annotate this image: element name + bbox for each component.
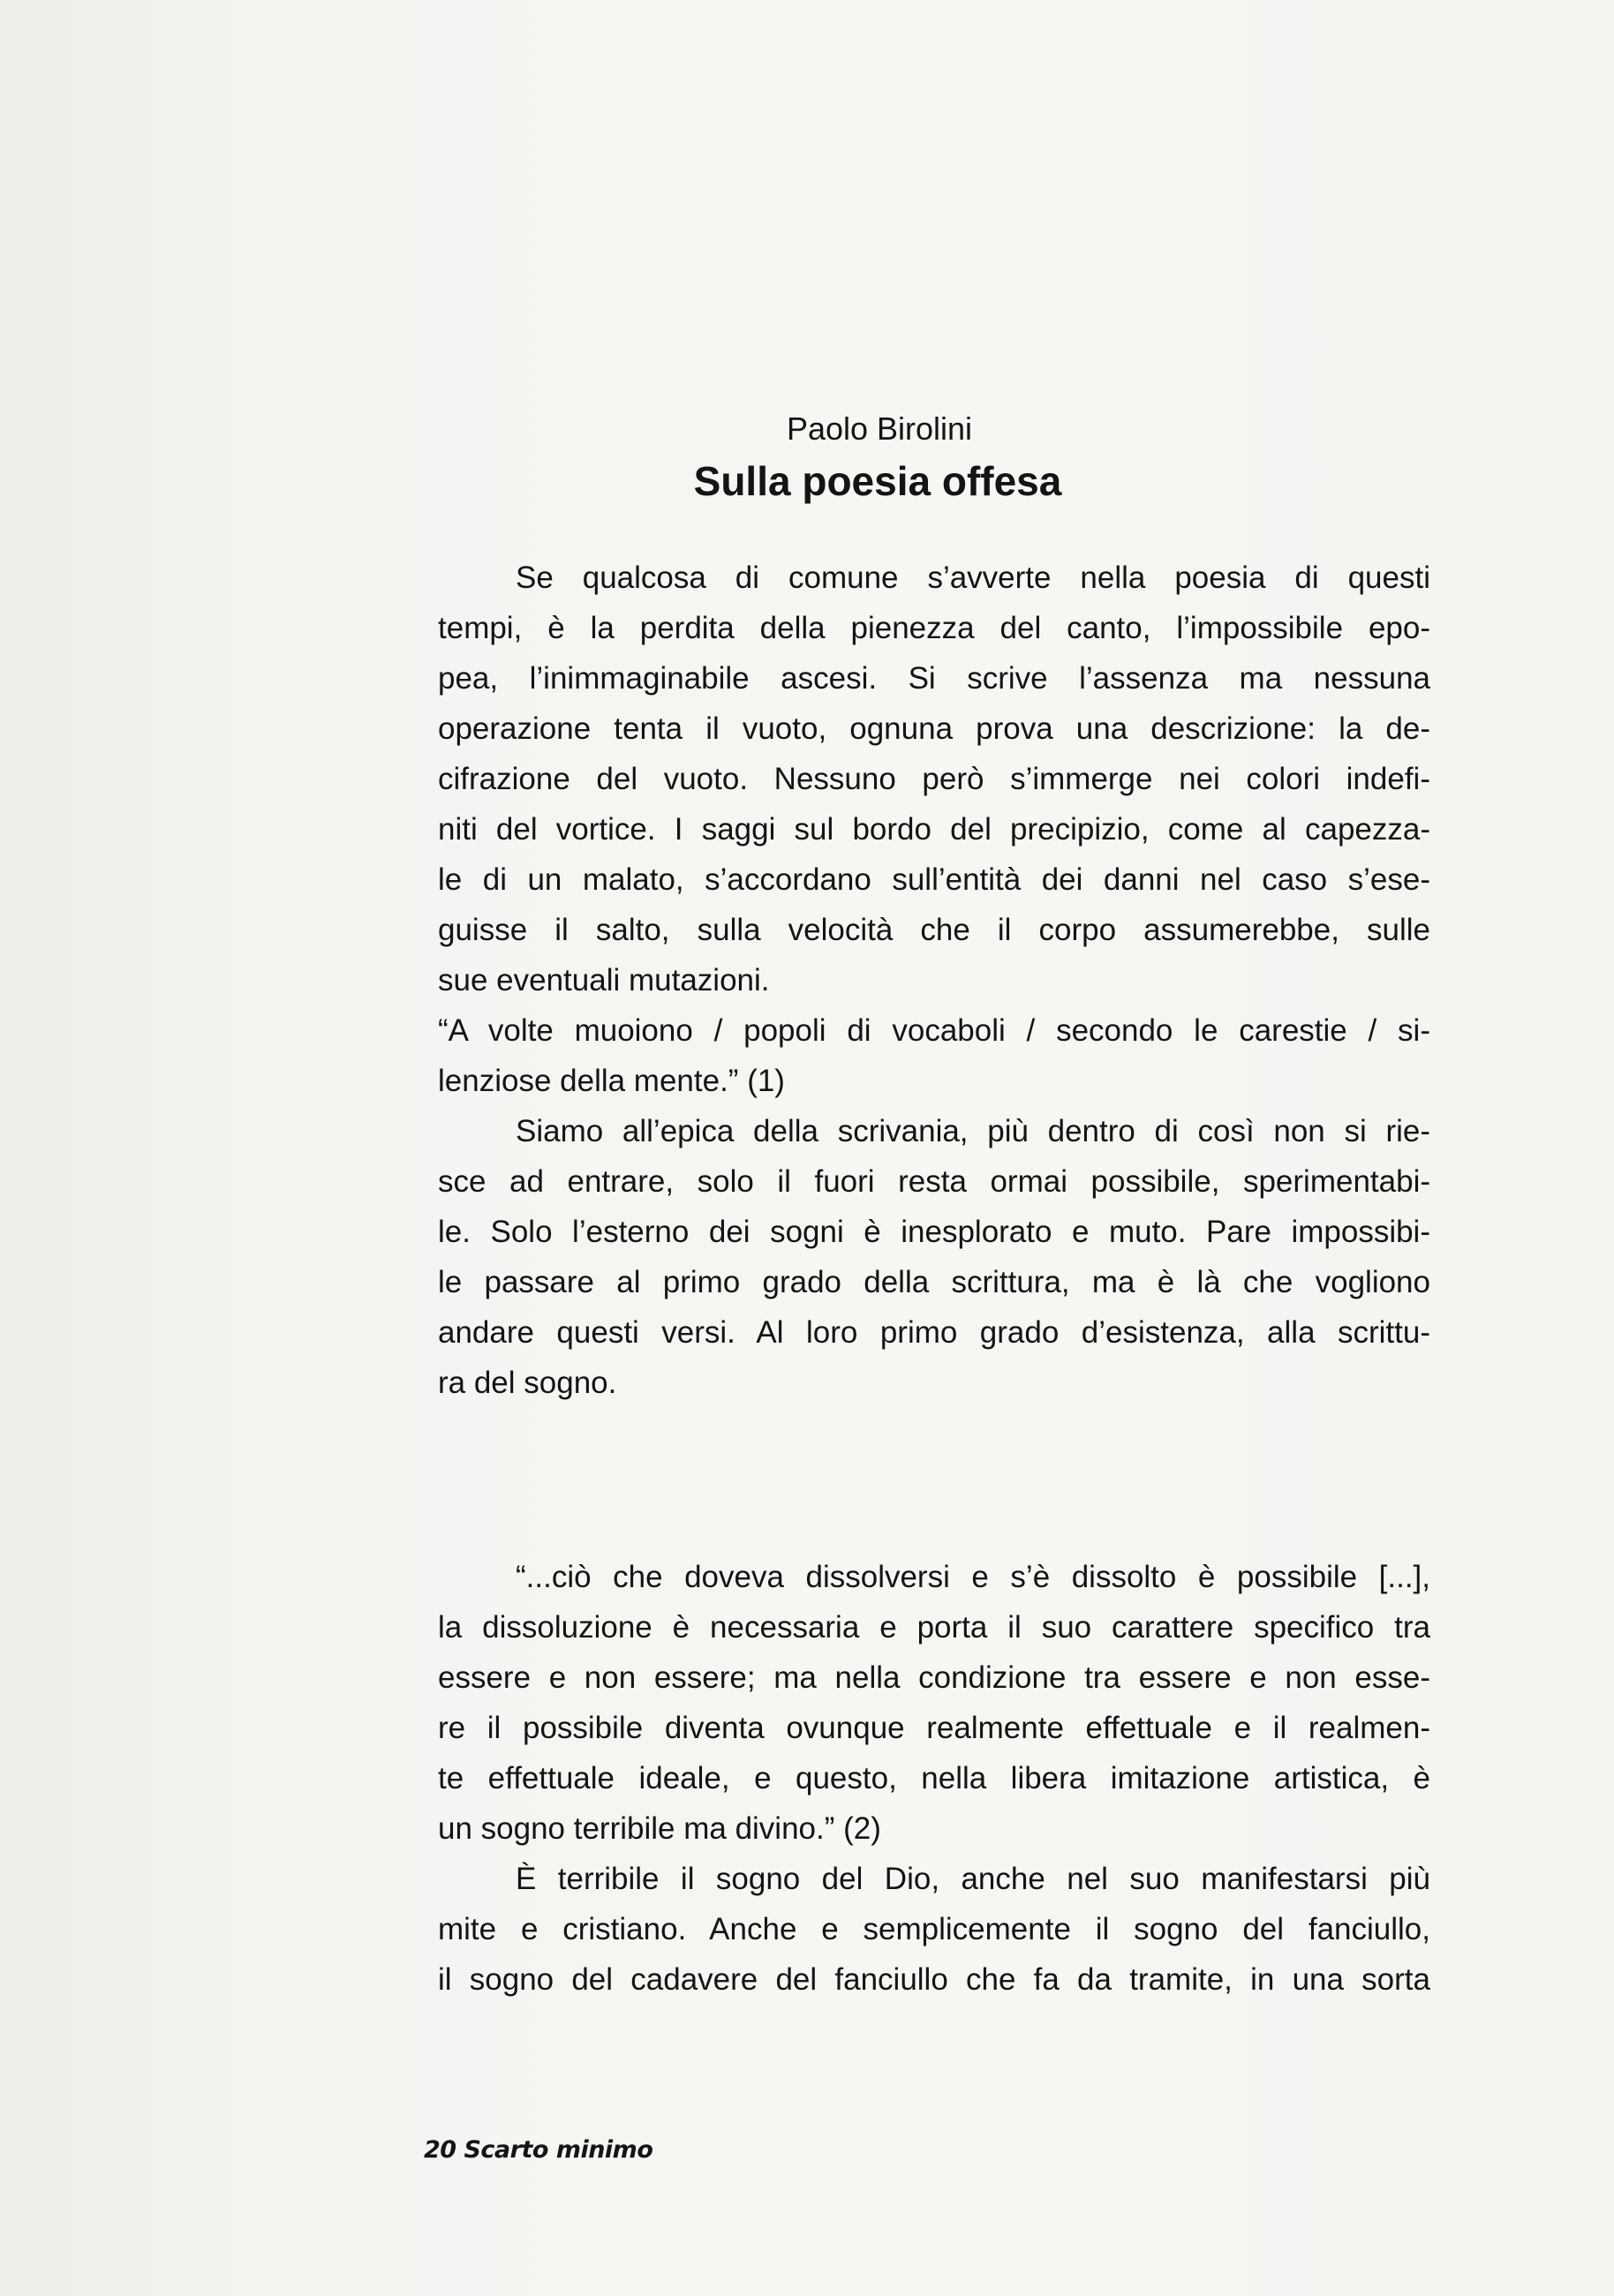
text-line: il sogno del cadavere del fanciullo che fa da tramite, in una sorta (438, 1962, 1430, 1997)
text-line: ra del sogno. (438, 1366, 617, 1400)
quote-line: re il possibile diventa ovunque realmente effettuale e il realmen- (438, 1711, 1430, 1745)
quote-line: te effettuale ideale, e questo, nella libera imitazione artistica, è (438, 1761, 1430, 1795)
text-line: operazione tenta il vuoto, ognuna prova una descrizione: la de- (438, 711, 1430, 746)
quote-line: lenziose della mente.” (1) (438, 1064, 785, 1098)
quote-line: essere e non essere; ma nella condizione tra essere e non esse- (438, 1660, 1430, 1695)
quote-line: “...ciò che doveva dissolversi e s’è dissolto è possibile [...], (516, 1560, 1430, 1594)
text-line: le di un malato, s’accordano sull’entità dei danni nel caso s’ese- (438, 862, 1430, 897)
body-section-1 (438, 553, 1430, 1408)
quote-line: la dissoluzione è necessaria e porta il suo carattere specifico tra (438, 1610, 1430, 1645)
text-line: niti del vortice. I saggi sul bordo del precipizio, come al capezza- (438, 812, 1430, 847)
text-line: sue eventuali mutazioni. (438, 963, 770, 997)
article-title: Sulla poesia offesa (693, 458, 1062, 504)
quote-line: un sogno terribile ma divino.” (2) (438, 1811, 881, 1846)
body-section-2 (438, 1552, 1430, 2005)
page-footer: 20 Scarto minimo (424, 2136, 653, 2164)
text-line: pea, l’inimmaginabile ascesi. Si scrive l’assenza ma nessuna (438, 661, 1430, 696)
text-line: sce ad entrare, solo il fuori resta ormai possibile, sperimentabi- (438, 1164, 1430, 1199)
text-line: Se qualcosa di comune s’avverte nella poesia di questi (516, 561, 1430, 595)
text-line: mite e cristiano. Anche e semplicemente il sogno del fanciullo, (438, 1912, 1430, 1946)
quote-line: “A volte muoiono / popoli di vocaboli / secondo le carestie / si- (438, 1013, 1430, 1048)
text-line: Siamo all’epica della scrivania, più dentro di così non si rie- (516, 1114, 1430, 1148)
text-line: le passare al primo grado della scrittura, ma è là che vogliono (438, 1265, 1430, 1299)
text-line: andare questi versi. Al loro primo grado d’esistenza, alla scrittu- (438, 1315, 1430, 1350)
text-line: cifrazione del vuoto. Nessuno però s’immerge nei colori indefi- (438, 762, 1430, 796)
text-line: È terribile il sogno del Dio, anche nel suo manifestarsi più (516, 1862, 1430, 1896)
text-line: guisse il salto, sulla velocità che il corpo assumerebbe, sulle (438, 913, 1430, 947)
author-name: Paolo Birolini (786, 410, 973, 447)
text-line: tempi, è la perdita della pienezza del canto, l’impossibile epo- (438, 611, 1430, 645)
text-line: le. Solo l’esterno dei sogni è inesplorato e muto. Pare impossibi- (438, 1215, 1430, 1249)
